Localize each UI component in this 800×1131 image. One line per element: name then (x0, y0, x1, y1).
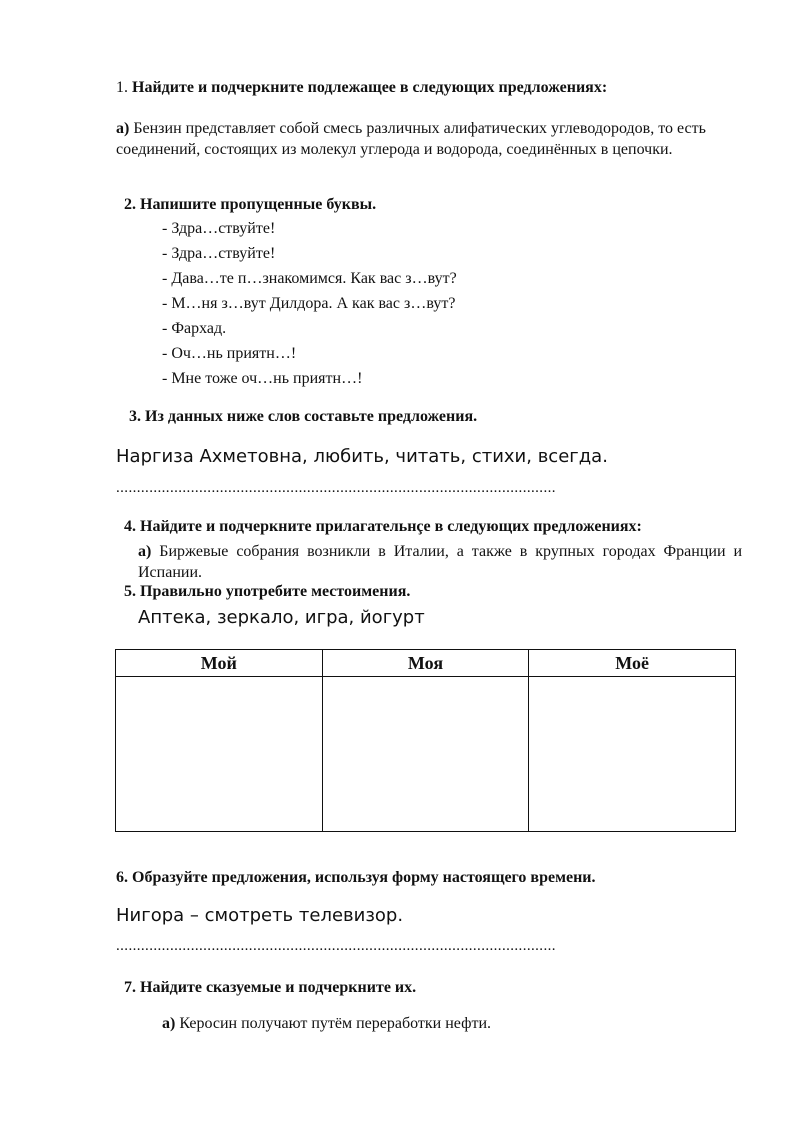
task1-title: Найдите и подчеркните подлежащее в следующих предложениях: (132, 79, 608, 96)
task2-line: - М…ня з…вут Дилдора. А как вас з…вут? (162, 295, 456, 312)
answer-cell-moi[interactable] (116, 677, 323, 832)
task2-line: - Здра…ствуйте! (162, 220, 276, 237)
task2-line: - Дава…те п…знакомимся. Как вас з…вут? (162, 270, 457, 287)
column-header-moya: Моя (322, 650, 529, 677)
pronoun-table (115, 649, 736, 832)
answer-cell-moya[interactable] (322, 677, 529, 832)
column-header-moi: Мой (116, 650, 323, 677)
task4-item-text: Биржевые собрания возникли в Италии, а также в крупных городах Франции и Испании. (138, 543, 743, 581)
task1-number: 1. (116, 79, 128, 96)
task1-item (116, 118, 744, 160)
task7-title: 7. Найдите сказуемые и подчеркните их. (124, 979, 417, 996)
task1-heading (116, 79, 607, 97)
task4-item-label: а) (138, 543, 152, 560)
task6-answer-line: .......................................................................................................... (116, 938, 556, 954)
task5-words: Аптека, зеркало, игра, йогурт (138, 607, 425, 628)
answer-cell-moyo[interactable] (529, 677, 736, 832)
task3-words: Наргиза Ахметовна, любить, читать, стихи, всегда. (116, 446, 608, 467)
task2-line: - Здра…ствуйте! (162, 245, 276, 262)
task7-item-label: а) (162, 1015, 176, 1032)
task6-words: Нигора – смотреть телевизор. (116, 905, 404, 926)
task6-title: 6. Образуйте предложения, используя форму настоящего времени. (116, 869, 596, 886)
task2-line: - Мне тоже оч…нь приятн…! (162, 370, 363, 387)
task3-answer-line: .......................................................................................................... (116, 480, 556, 496)
pronoun-table-answer-row (116, 677, 736, 832)
task2-line: - Фархад. (162, 320, 227, 337)
task4-title: 4. Найдите и подчеркните прилагательнçе в следующих предложениях: (124, 518, 642, 535)
task4-item (138, 541, 742, 583)
task1-item-text: Бензин представляет собой смесь различных алифатических углеводородов, то есть соединений, состоящих из молекул углерода и водорода, соединённых в цепочки. (116, 120, 706, 158)
task7-item-text: Керосин получают путём переработки нефти. (179, 1015, 492, 1032)
task5-title: 5. Правильно употребите местоимения. (124, 583, 411, 600)
task3-title: 3. Из данных ниже слов составьте предложения. (129, 408, 478, 425)
pronoun-table-header (116, 650, 736, 677)
column-header-moyo: Моё (529, 650, 736, 677)
task2-title: 2. Напишите пропущенные буквы. (124, 196, 377, 213)
task7-item (162, 1015, 491, 1033)
task1-item-label: а) (116, 120, 130, 137)
task2-line: - Оч…нь приятн…! (162, 345, 297, 362)
